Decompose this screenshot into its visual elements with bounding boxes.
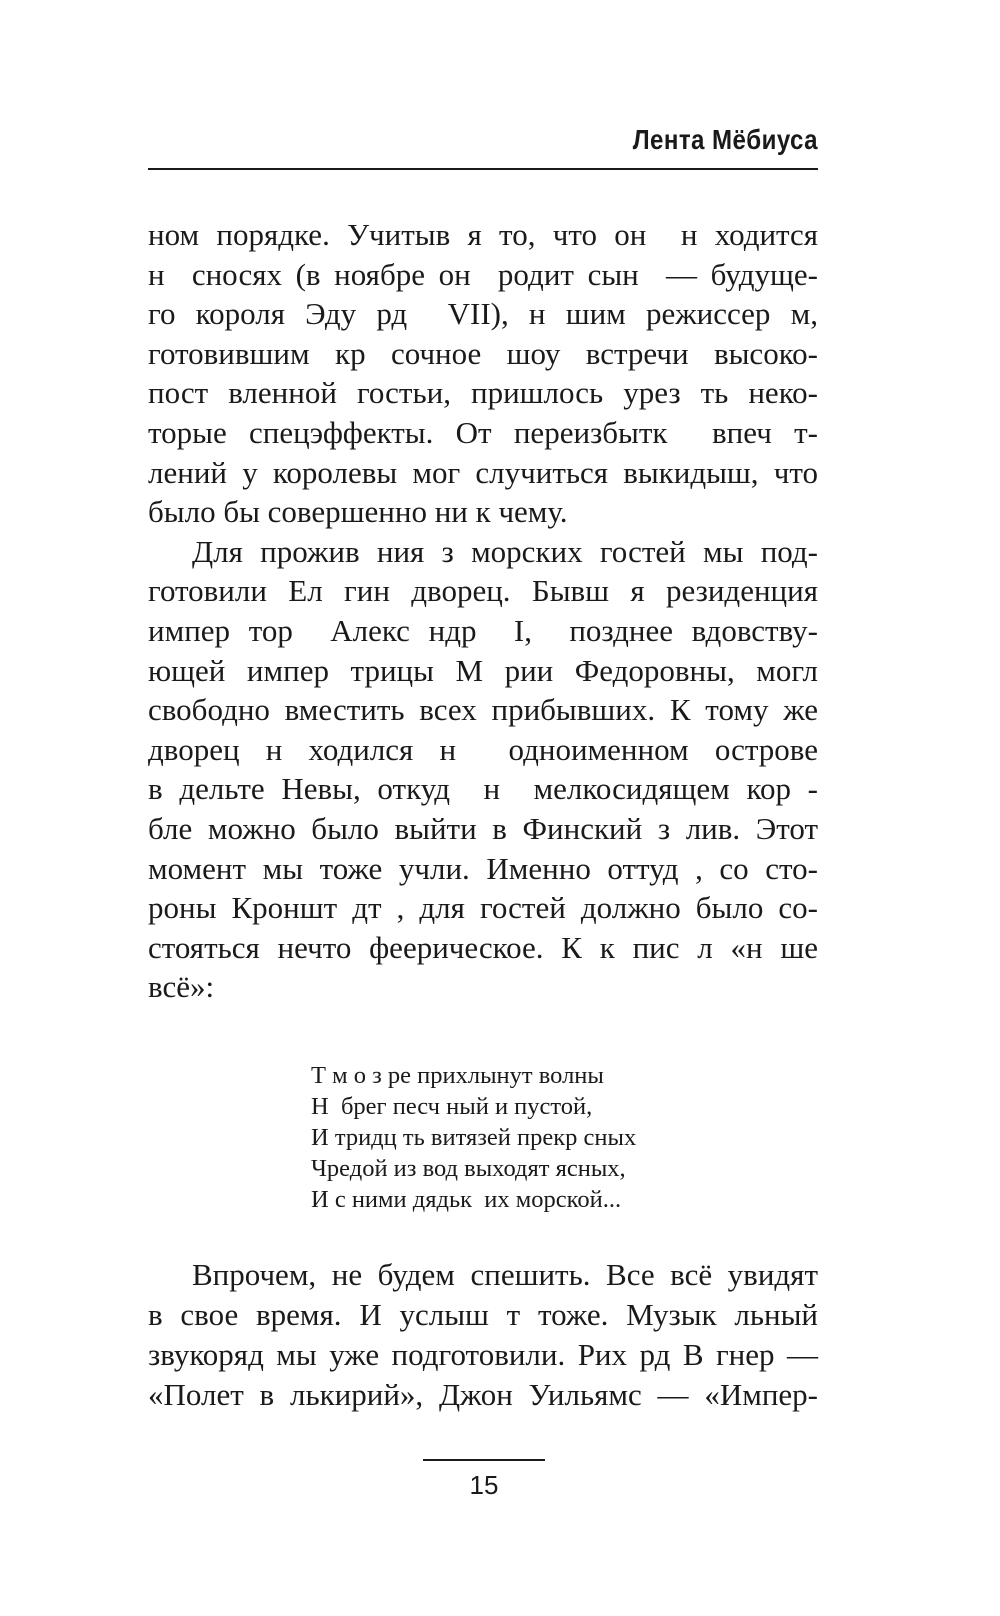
text-line: звукоряд мы уже подготовили. Рих рд В гнер — xyxy=(148,1337,818,1372)
text-line: Впрочем, не будем спешить. Все всё увидят xyxy=(192,1257,818,1292)
header-divider xyxy=(148,168,818,170)
text-line: роны Кроншт дт , для гостей должно было со- xyxy=(148,890,818,926)
text-line: готовившим кр сочное шоу встречи высоко- xyxy=(148,335,818,371)
text-line: «Полет в лькирий», Джон Уильямс — «Импер- xyxy=(148,1377,818,1412)
page-number: 15 xyxy=(469,1470,499,1500)
running-header-title: Лента Мёбиуса xyxy=(632,124,818,155)
text-line: Для прожив ния з морских гостей мы под- xyxy=(192,533,818,569)
text-line: дворец н ходился н одноименном острове xyxy=(148,731,818,767)
verse-line: И с ними дядьк их морской... xyxy=(311,1186,622,1213)
text-line: торые спецэффекты. От переизбытк впеч т- xyxy=(148,414,818,450)
text-line: в свое время. И услыш т тоже. Музык льный xyxy=(148,1297,818,1332)
text-line: было бы совершенно ни к чему. xyxy=(148,494,568,530)
verse-line: Н брег песч ный и пустой, xyxy=(311,1093,593,1120)
text-line: ющей импер трицы М рии Федоровны, могл xyxy=(148,652,818,688)
text-line: го короля Эду рд VII), н шим режиссер м, xyxy=(148,296,818,332)
text-line: стояться нечто феерическое. К к пис л «н ше xyxy=(148,929,818,965)
text-line: бле можно было выйти в Финский з лив. Этот xyxy=(148,810,818,846)
text-line: всё»: xyxy=(148,969,215,1005)
text-line: момент мы тоже учли. Именно оттуд , со сто- xyxy=(148,850,818,886)
body-text-bottom xyxy=(148,1255,818,1415)
text-line: ном порядке. Учитыв я то, что он н ходится xyxy=(148,217,818,252)
text-line: готовили Ел гин дворец. Бывш я резиденция xyxy=(148,573,818,609)
text-line: н сносях (в ноябре он родит сын — будуще- xyxy=(148,256,818,292)
text-line: лений у королевы мог случиться выкидыш, что xyxy=(148,454,818,490)
body-text-top xyxy=(148,215,818,1007)
text-line: в дельте Невы, откуд н мелкосидящем кор - xyxy=(148,771,818,807)
verse-line: Т м о з ре прихлынут волны xyxy=(311,1062,604,1089)
verse-line: Чредой из вод выходят ясных, xyxy=(311,1155,626,1182)
text-line: импер тор Алекс ндр I, позднее вдовству- xyxy=(148,612,818,648)
text-line: пост вленной гостьи, пришлось урез ть неко- xyxy=(148,375,818,411)
footer-divider xyxy=(423,1459,545,1461)
verse-line: И тридц ть витязей прекр сных xyxy=(311,1124,637,1151)
text-line: свободно вместить всех прибывших. К тому же xyxy=(148,692,818,728)
verse-quote xyxy=(311,1060,636,1215)
